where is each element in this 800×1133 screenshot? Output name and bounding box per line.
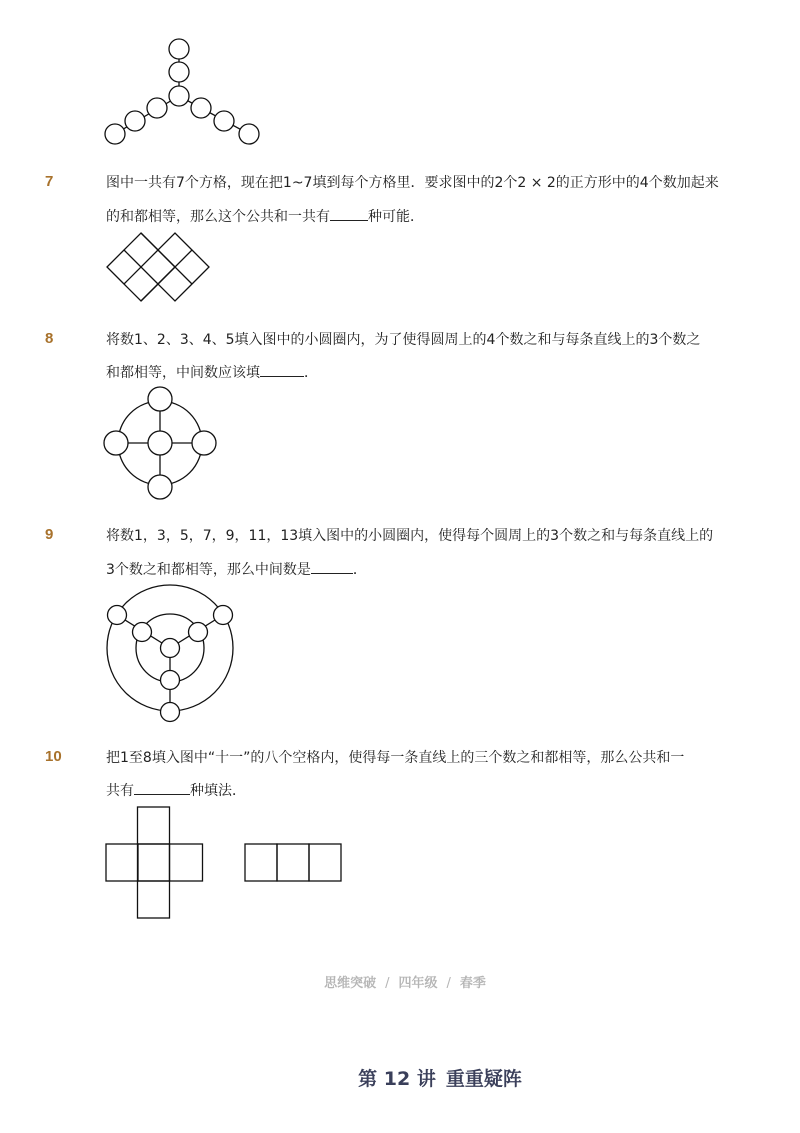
- problem-number: 8: [45, 330, 54, 347]
- lesson-number: 第 12 讲: [358, 1068, 436, 1090]
- problem-text-part: ．: [352, 562, 367, 578]
- figure-concentric-circles: [100, 582, 242, 724]
- problem-text-continued: [106, 780, 726, 801]
- problem-text-part: 的和都相等，那么这个公共和一共有: [106, 209, 330, 225]
- problem-text-part: 种可能．: [368, 209, 424, 225]
- footer-separator: /: [446, 976, 451, 991]
- lesson-title: [0, 1064, 800, 1091]
- figure-row-grid: [244, 843, 344, 883]
- problem-text: 将数1，3，5，7，9，11，13填入图中的小圆圈内，使得每个圆周上的3个数之和与每条直线上的: [106, 528, 714, 544]
- problem-text: 图中一共有7个方格，现在把1~7填到每个方格里．要求图中的2个2 × 2的正方形中的4个数加起来: [106, 175, 719, 191]
- problem-text-continued: [106, 559, 726, 580]
- problem-text-part: ．: [304, 365, 318, 381]
- answer-blank: [330, 206, 368, 221]
- problem-text: 将数1、2、3、4、5填入图中的小圆圈内，为了使得圆周上的4个数之和与每条直线上的3个数之: [106, 332, 701, 348]
- problem-text: 把1至8填入图中“十一”的八个空格内，使得每一条直线上的三个数之和都相等，那么公共和一: [106, 750, 685, 766]
- answer-blank: [260, 362, 304, 377]
- figure-three-arm-circles: [100, 34, 270, 152]
- page-footer: [0, 972, 800, 991]
- answer-blank: [311, 559, 353, 574]
- problem-text-part: 和都相等，中间数应该填: [106, 365, 260, 381]
- problem-text-part: 3个数之和都相等，那么中间数是: [106, 562, 311, 578]
- problem-number: 10: [45, 748, 62, 765]
- problem-number: 9: [45, 526, 54, 543]
- lesson-name: 重重疑阵: [445, 1068, 522, 1090]
- footer-term: 春季: [459, 976, 486, 991]
- figure-diamond-grid: [104, 230, 214, 304]
- footer-grade: 四年级: [398, 976, 438, 991]
- problem-text-continued: [106, 206, 726, 227]
- problem-text-part: 种填法．: [190, 783, 246, 799]
- footer-separator: /: [385, 976, 390, 991]
- problem-number: 7: [45, 173, 54, 190]
- footer-course: 思维突破: [324, 976, 377, 991]
- problem-text-part: 共有: [106, 783, 134, 799]
- figure-circle-cross: [103, 386, 217, 500]
- answer-blank: [134, 780, 190, 795]
- figure-cross-grid: [105, 806, 205, 920]
- problem-text-continued: [106, 362, 726, 383]
